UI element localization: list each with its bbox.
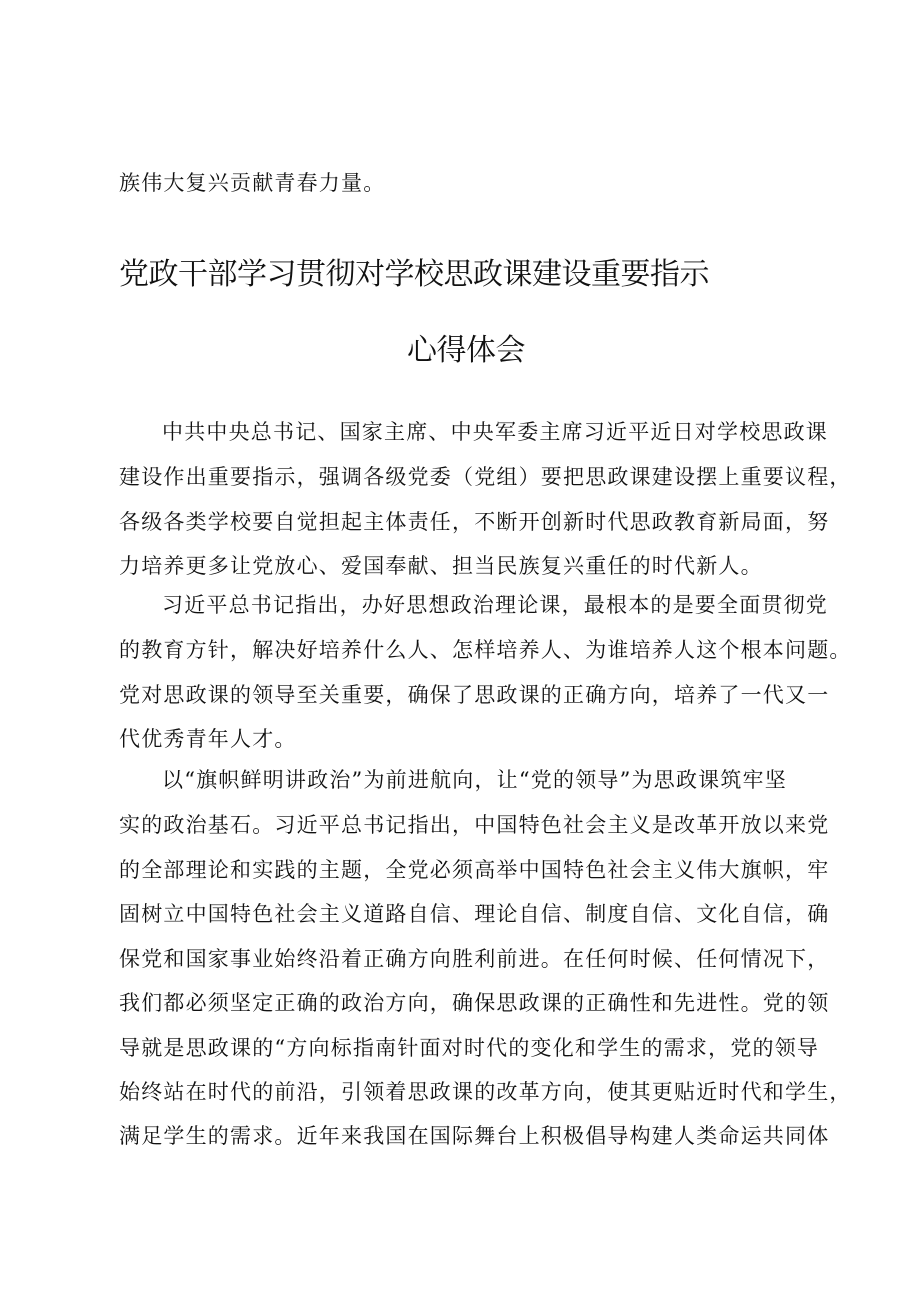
paragraph-line: 习近平总书记指出，办好思想政治理论课，最根本的是要全面贯彻党 (162, 593, 828, 617)
paragraph-line: 中共中央总书记、国家主席、中央军委主席习近平近日对学校思政课 (162, 420, 828, 444)
paragraph-line: 始终站在时代的前沿，引领着思政课的改革方向，使其更贴近时代和学生， (119, 1080, 852, 1104)
paragraph-line: 各级各类学校要自觉担起主体责任，不断开创新时代思政教育新局面，努 (119, 510, 830, 534)
paragraph-line: 以“旗帜鲜明讲政治”为前进航向，让“党的领导”为思政课筑牢坚 (162, 768, 787, 792)
paragraph-line: 建设作出重要指示，强调各级党委（党组）要把思政课建设摆上重要议程， (119, 465, 852, 489)
paragraph-line: 我们都必须坚定正确的政治方向，确保思政课的正确性和先进性。党的领 (119, 991, 830, 1015)
paragraph-line: 力培养更多让党放心、爱国奉献、担当民族复兴重任的时代新人。 (119, 554, 763, 578)
paragraph-line: 固树立中国特色社会主义道路自信、理论自信、制度自信、文化自信，确 (119, 902, 830, 926)
paragraph-line: 的全部理论和实践的主题，全党必须高举中国特色社会主义伟大旗帜，牢 (119, 858, 830, 882)
document-title-line-1: 党政干部学习贯彻对学校思政课建设重要指示 (119, 257, 709, 292)
paragraph-line: 的教育方针，解决好培养什么人、怎样培养人、为谁培养人这个根本问题。 (119, 638, 852, 662)
document-title-line-2: 心得体会 (407, 333, 525, 368)
paragraph-line: 导就是思政课的“方向标指南针面对时代的变化和学生的需求，党的领导 (119, 1036, 820, 1060)
paragraph-line: 保党和国家事业始终沿着正确方向胜利前进。在任何时候、任何情况下， (119, 947, 830, 971)
paragraph-line: 实的政治基石。习近平总书记指出，中国特色社会主义是改革开放以来党 (119, 813, 830, 837)
paragraph-line: 党对思政课的领导至关重要，确保了思政课的正确方向，培养了一代又一 (119, 683, 830, 707)
paragraph-line: 代优秀青年人才。 (119, 727, 297, 751)
paragraph-line: 满足学生的需求。近年来我国在国际舞台上积极倡导构建人类命运共同体 (119, 1124, 830, 1148)
lead-text-line: 族伟大复兴贡献青春力量。 (119, 171, 386, 195)
